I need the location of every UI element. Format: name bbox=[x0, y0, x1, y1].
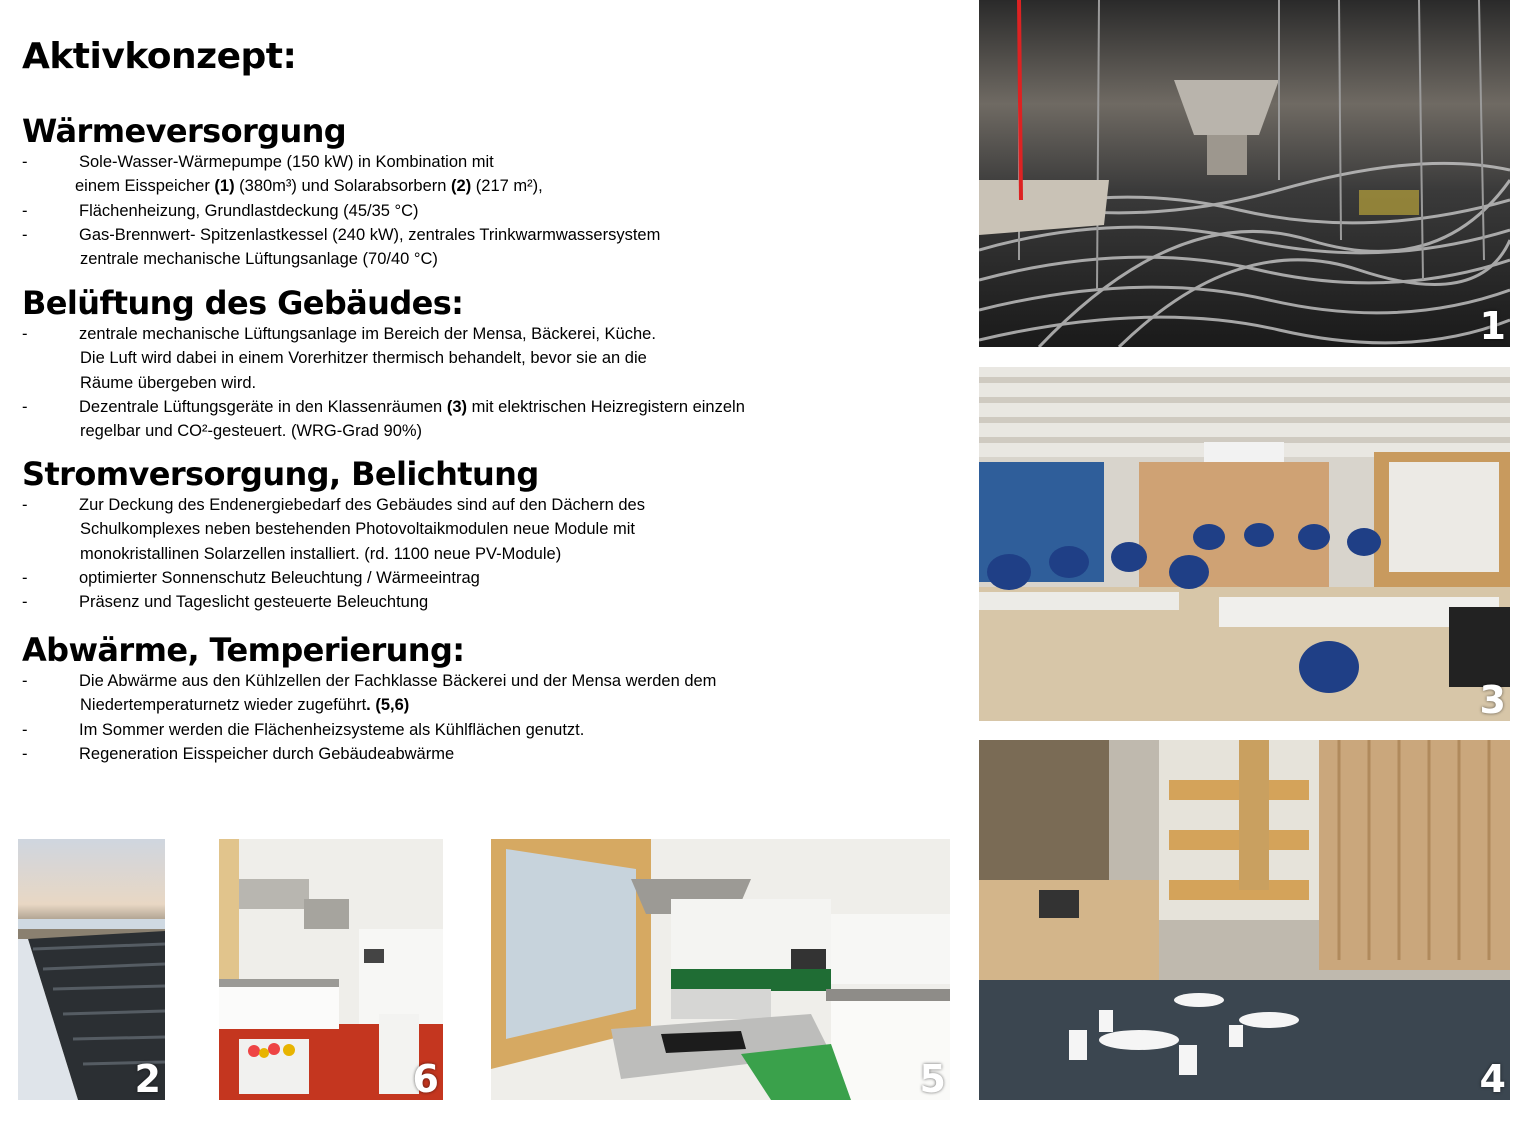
bullet-item bbox=[22, 590, 962, 614]
bullet-line: Im Sommer werden die Flächenheizsysteme als Kühlflächen genutzt. bbox=[79, 720, 585, 739]
reference-marker: (3) bbox=[446, 397, 467, 416]
bullet-line: zentrale mechanische Lüftungsanlage im Bereich der Mensa, Bäckerei, Küche. bbox=[79, 325, 656, 343]
bullet-item bbox=[22, 199, 962, 223]
bullet-dash: - bbox=[22, 496, 28, 514]
reference-marker: (2) bbox=[451, 177, 472, 196]
bullet-line: Schulkomplexes neben bestehenden Photovoltaikmodulen neue Module mit bbox=[80, 520, 635, 539]
bullet-dash: - bbox=[22, 325, 28, 343]
photo-number: 5 bbox=[919, 1057, 946, 1100]
text-segment: (217 m²), bbox=[471, 177, 543, 196]
bullet-item bbox=[22, 718, 962, 742]
section-abwaerme bbox=[22, 631, 962, 766]
bullet-line: Räume übergeben wird. bbox=[80, 373, 257, 392]
photo-eisspeicher bbox=[979, 0, 1510, 347]
photo-eisspeicher-illustration bbox=[979, 0, 1510, 347]
text-segment: (380m³) und Solarabsorbern bbox=[234, 177, 452, 196]
bullet-item bbox=[22, 322, 962, 395]
reference-marker: . (5,6) bbox=[366, 696, 410, 715]
bullet-dash: - bbox=[22, 744, 28, 763]
photo-number: 3 bbox=[1479, 678, 1506, 721]
text-segment: einem Eisspeicher bbox=[75, 177, 215, 196]
section-heading: Belüftung des Gebäudes: bbox=[22, 284, 464, 322]
bullet-item bbox=[22, 150, 962, 199]
bullet-line: Regeneration Eisspeicher durch Gebäudeabwärme bbox=[79, 744, 455, 763]
photo-kueche-illustration bbox=[491, 839, 950, 1100]
bullet-item bbox=[22, 566, 962, 590]
photo-baeckerei-illustration bbox=[219, 839, 443, 1100]
bullet-dash: - bbox=[22, 201, 28, 220]
photo-mensa bbox=[979, 740, 1510, 1100]
bullet-line: Die Luft wird dabei in einem Vorerhitzer thermisch behandelt, bevor sie an die bbox=[80, 349, 647, 368]
bullet-item bbox=[22, 669, 962, 718]
photo-klassenraum bbox=[979, 367, 1510, 721]
section-heading: Wärmeversorgung bbox=[22, 112, 347, 150]
bullet-dash: - bbox=[22, 672, 28, 690]
photo-mensa-illustration bbox=[979, 740, 1510, 1100]
section-heading: Abwärme, Temperierung: bbox=[22, 631, 465, 669]
photo-number: 2 bbox=[134, 1057, 161, 1100]
section-heading: Stromversorgung, Belichtung bbox=[22, 455, 539, 493]
bullet-line: monokristallinen Solarzellen installiert. (rd. 1100 neue PV-Module) bbox=[80, 544, 562, 563]
bullet-line: optimierter Sonnenschutz Beleuchtung / Wärmeeintrag bbox=[79, 568, 480, 587]
bullet-item bbox=[22, 742, 962, 766]
bullet-item bbox=[22, 493, 962, 566]
page-title: Aktivkonzept: bbox=[22, 36, 297, 77]
bullet-dash: - bbox=[22, 397, 28, 416]
bullet-dash: - bbox=[22, 153, 28, 171]
text-segment: Niedertemperaturnetz wieder zugeführt bbox=[80, 696, 367, 715]
bullet-dash: - bbox=[22, 593, 28, 612]
section-waermeversorgung bbox=[22, 112, 962, 271]
section-belueftung bbox=[22, 284, 962, 443]
bullet-line: Sole-Wasser-Wärmepumpe (150 kW) in Kombination mit bbox=[79, 153, 494, 171]
bullet-dash: - bbox=[22, 568, 28, 587]
reference-marker: (1) bbox=[214, 177, 235, 196]
bullet-line: Präsenz und Tageslicht gesteuerte Beleuchtung bbox=[79, 593, 429, 612]
bullet-line: regelbar und CO²-gesteuert. (WRG-Grad 90%) bbox=[80, 422, 423, 441]
bullet-item bbox=[22, 223, 962, 272]
bullet-line bbox=[75, 174, 962, 198]
bullet-dash: - bbox=[22, 720, 28, 739]
bullet-line: Zur Deckung des Endenergiebedarf des Gebäudes sind auf den Dächern des bbox=[79, 496, 645, 514]
bullet-line bbox=[79, 395, 962, 419]
bullet-item bbox=[22, 395, 962, 444]
text-segment: Dezentrale Lüftungsgeräte in den Klassenräumen bbox=[79, 397, 447, 416]
photo-baeckerei bbox=[219, 839, 443, 1100]
bullet-line: zentrale mechanische Lüftungsanlage (70/40 °C) bbox=[80, 250, 438, 269]
photo-kueche bbox=[491, 839, 950, 1100]
photo-number: 1 bbox=[1479, 304, 1506, 347]
photo-number: 4 bbox=[1479, 1057, 1506, 1100]
section-stromversorgung bbox=[22, 455, 962, 614]
bullet-line bbox=[79, 693, 962, 717]
text-segment: mit elektrischen Heizregistern einzeln bbox=[467, 397, 745, 416]
photo-number: 6 bbox=[412, 1057, 439, 1100]
photo-solarabsorber bbox=[18, 839, 165, 1100]
photo-klassenraum-illustration bbox=[979, 367, 1510, 721]
bullet-dash: - bbox=[22, 225, 28, 244]
bullet-line: Flächenheizung, Grundlastdeckung (45/35 °C) bbox=[79, 201, 419, 220]
bullet-line: Gas-Brennwert- Spitzenlastkessel (240 kW), zentrales Trinkwarmwassersystem bbox=[79, 225, 661, 244]
bullet-line: Die Abwärme aus den Kühlzellen der Fachklasse Bäckerei und der Mensa werden dem bbox=[79, 672, 717, 690]
